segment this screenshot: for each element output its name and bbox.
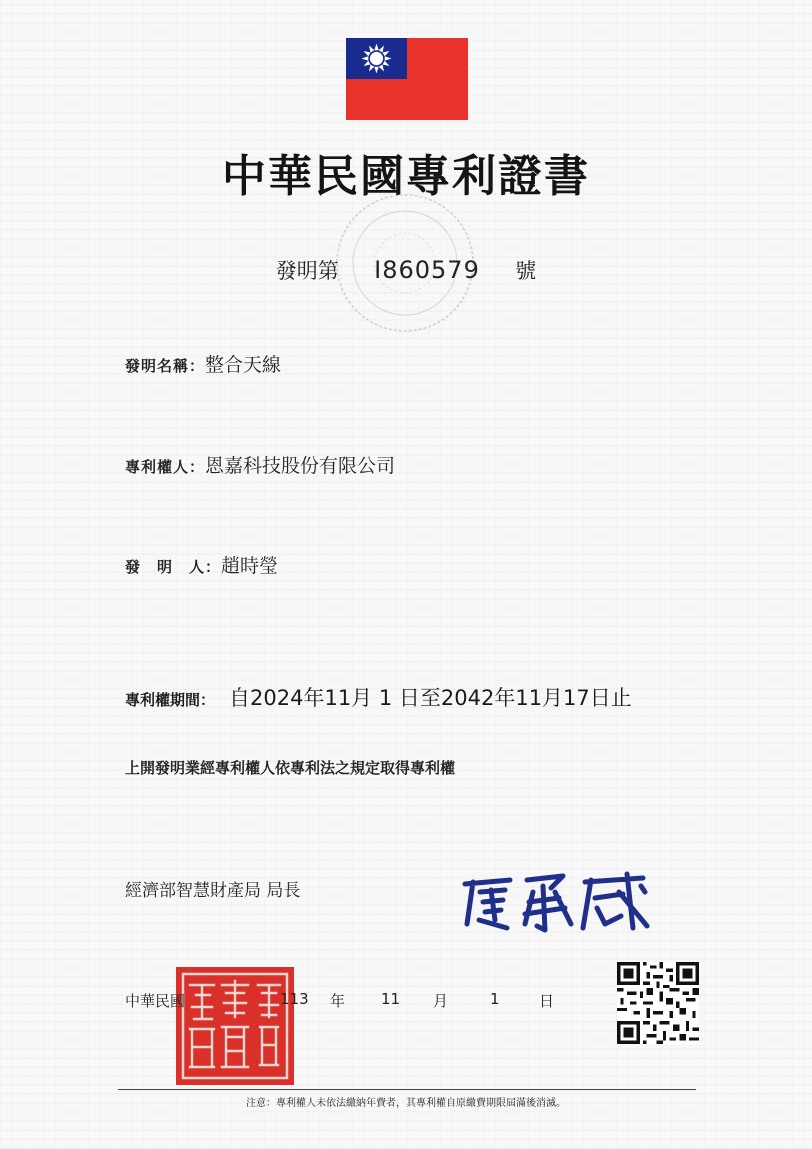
date-day: 1 bbox=[490, 990, 500, 1008]
date-era: 中華民國 bbox=[125, 992, 186, 1010]
inventor: 趙時瑩 bbox=[221, 555, 279, 577]
term-value: 自2024年11月 1 日至2042年11月17日止 bbox=[229, 686, 632, 710]
patent-number-line bbox=[0, 255, 812, 285]
inventor-label: 發 明 人： bbox=[125, 558, 222, 576]
official-red-stamp bbox=[176, 967, 294, 1085]
patentee-row bbox=[125, 451, 395, 478]
qr-code bbox=[617, 962, 699, 1044]
white-sun-icon bbox=[346, 38, 407, 79]
date-month-unit: 月 bbox=[433, 992, 449, 1010]
invention-name: 整合天線 bbox=[205, 354, 282, 376]
date-month: 11 bbox=[381, 990, 401, 1008]
patent-number: I860579 bbox=[374, 256, 480, 284]
patent-number-suffix: 號 bbox=[515, 259, 537, 283]
patent-number-prefix: 發明第 bbox=[275, 259, 339, 283]
patentee-label: 專利權人： bbox=[125, 458, 206, 476]
date-day-unit: 日 bbox=[539, 992, 555, 1010]
footer-note: 注意：專利權人未依法繳納年費者，其專利權自原繳費期限屆滿後消滅。 bbox=[246, 1098, 566, 1109]
issuing-official: 經濟部智慧財產局 局長 bbox=[125, 881, 301, 901]
patentee: 恩嘉科技股份有限公司 bbox=[205, 455, 396, 477]
invention-name-label: 發明名稱： bbox=[125, 357, 206, 375]
grant-statement: 上開發明業經專利權人依專利法之規定取得專利權 bbox=[125, 759, 456, 777]
flag-canton bbox=[346, 38, 407, 79]
inventor-row bbox=[125, 551, 278, 578]
term-label: 專利權期間： bbox=[125, 691, 216, 709]
certificate-title: 中華民國專利證書 bbox=[222, 151, 590, 202]
date-year-unit: 年 bbox=[330, 992, 346, 1010]
director-signature bbox=[455, 862, 655, 942]
taiwan-flag-icon bbox=[346, 38, 468, 120]
patent-term-row bbox=[125, 682, 632, 712]
footer-divider bbox=[118, 1089, 696, 1090]
date-year: 113 bbox=[280, 990, 309, 1008]
invention-name-row bbox=[125, 350, 281, 377]
